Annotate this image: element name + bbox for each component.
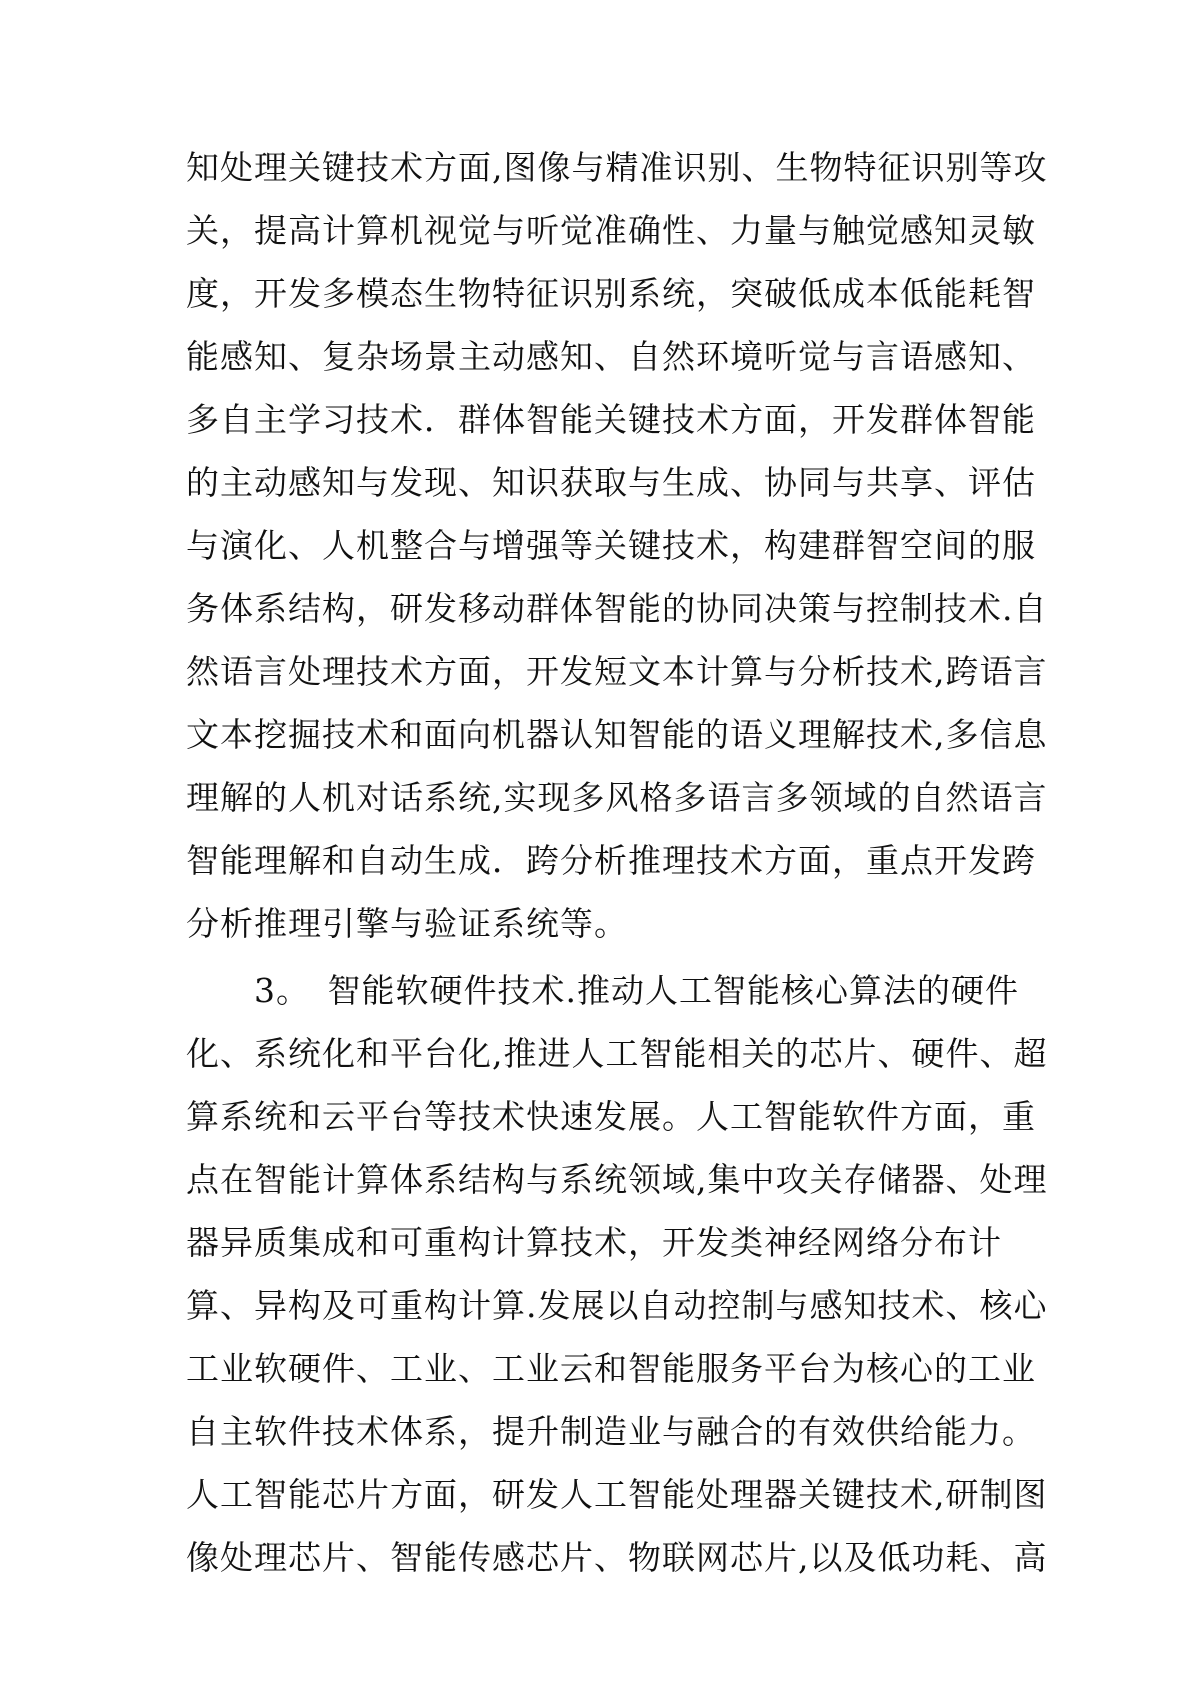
text-line: 人工智能芯片方面，研发人工智能处理器关键技术,研制图 — [186, 1475, 1048, 1514]
text-line: 知处理关键技术方面,图像与精准识别、生物特征识别等攻 — [186, 148, 1048, 187]
text-line: 与演化、人机整合与增强等关键技术，构建群智空间的服 — [186, 526, 1036, 565]
text-line: 分析推理引擎与验证系统等。 — [186, 904, 628, 943]
text-line: 务体系结构，研发移动群体智能的协同决策与控制技术.自 — [186, 589, 1048, 628]
text-line: 算、异构及可重构计算.发展以自动控制与感知技术、核心 — [186, 1286, 1048, 1325]
text-line: 点在智能计算体系结构与系统领域,集中攻关存储器、处理 — [186, 1160, 1048, 1199]
text-line: 理解的人机对话系统,实现多风格多语言多领域的自然语言 — [186, 778, 1048, 817]
text-line: 3。 智能软硬件技术.推动人工智能核心算法的硬件 — [186, 971, 1019, 1010]
body-text — [186, 136, 1048, 1589]
text-line: 智能理解和自动生成．跨分析推理技术方面，重点开发跨 — [186, 841, 1036, 880]
text-line: 的主动感知与发现、知识获取与生成、协同与共享、评估 — [186, 463, 1036, 502]
text-line: 然语言处理技术方面，开发短文本计算与分析技术,跨语言 — [186, 652, 1048, 691]
text-line: 能感知、复杂场景主动感知、自然环境听觉与言语感知、 — [186, 337, 1036, 376]
text-line: 像处理芯片、智能传感芯片、物联网芯片,以及低功耗、高 — [186, 1538, 1048, 1577]
text-line: 关，提高计算机视觉与听觉准确性、力量与触觉感知灵敏 — [186, 211, 1036, 250]
text-line: 自主软件技术体系，提升制造业与融合的有效供给能力。 — [186, 1412, 1036, 1451]
text-line: 算系统和云平台等技术快速发展。人工智能软件方面，重 — [186, 1097, 1036, 1136]
text-line: 器异质集成和可重构计算技术，开发类神经网络分布计 — [186, 1223, 1002, 1262]
paragraph-1 — [186, 136, 1048, 955]
text-line: 化、系统化和平台化,推进人工智能相关的芯片、硬件、超 — [186, 1034, 1048, 1073]
paragraph-2 — [186, 959, 1048, 1589]
text-line: 工业软硬件、工业、工业云和智能服务平台为核心的工业 — [186, 1349, 1036, 1388]
text-line: 多自主学习技术．群体智能关键技术方面，开发群体智能 — [186, 400, 1036, 439]
text-line: 度，开发多模态生物特征识别系统，突破低成本低能耗智 — [186, 274, 1036, 313]
text-line: 文本挖掘技术和面向机器认知智能的语义理解技术,多信息 — [186, 715, 1048, 754]
